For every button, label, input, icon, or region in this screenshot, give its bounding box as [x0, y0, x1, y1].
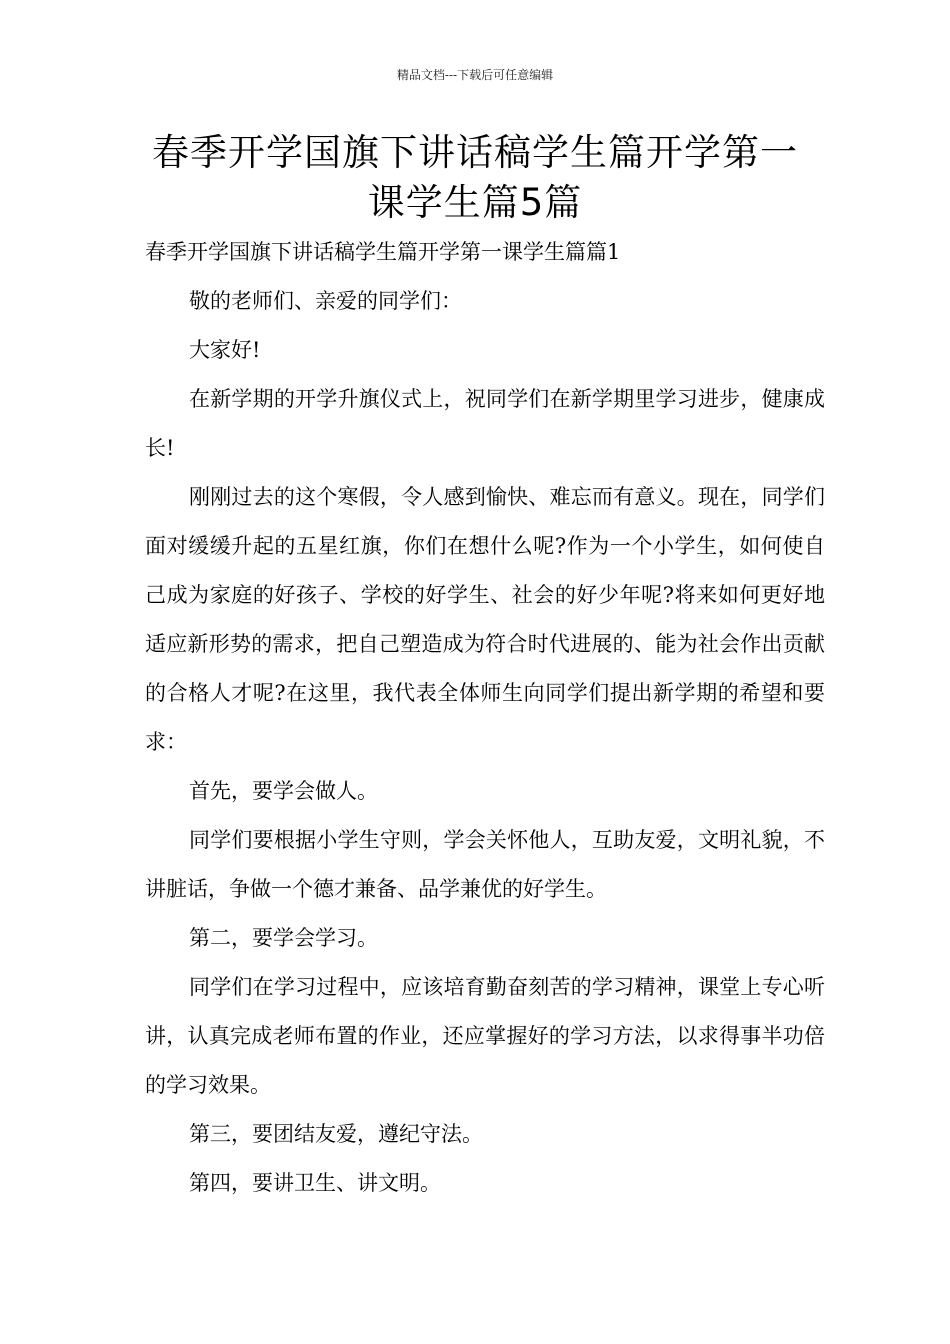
- paragraph-third-point: 第三，要团结友爱，遵纪守法。: [189, 1122, 483, 1146]
- paragraph-second-point: 第二，要学会学习。: [189, 926, 378, 950]
- section-subtitle: 春季开学国旗下讲话稿学生篇开学第一课学生篇篇1: [145, 240, 621, 264]
- paragraph-fourth-point: 第四，要讲卫生、讲文明。: [189, 1171, 441, 1195]
- header-note: 精品文档---下载后可任意编辑: [396, 68, 554, 82]
- paragraph-first-detail: 同学们要根据小学生守则，学会关怀他人，互助友爱，文明礼貌，不讲脏话，争做一个德才兼备、品学兼优的好学生。: [145, 828, 825, 901]
- paragraph-reflection: 刚刚过去的这个寒假，令人感到愉快、难忘而有意义。现在，同学们面对缓缓升起的五星红旗，你们在想什么呢?作为一个小学生，如何使自己成为家庭的好孩子、学校的好学生、社会的好少年呢?将来如何更好地适应新形势的需求，把自己塑造成为符合时代进展的、能为社会作出贡献的合格人才呢?在这里，我代表全体师生向同学们提出新学期的希望和要求：: [145, 485, 825, 754]
- paragraph-first-point: 首先，要学会做人。: [189, 779, 378, 803]
- paragraph-hello: 大家好!: [189, 338, 261, 362]
- document-body: [145, 228, 825, 1208]
- paragraph-second-detail: 同学们在学习过程中，应该培育勤奋刻苦的学习精神，课堂上专心听讲，认真完成老师布置的作业，还应掌握好的学习方法，以求得事半功倍的学习效果。: [145, 975, 825, 1097]
- title-line-2: 课学生篇5篇: [367, 181, 583, 224]
- document-title: [60, 128, 890, 228]
- paragraph-greeting: 敬的老师们、亲爱的同学们：: [189, 289, 462, 313]
- paragraph-wishes: 在新学期的开学升旗仪式上，祝同学们在新学期里学习进步，健康成长!: [145, 387, 825, 460]
- title-line-1: 春季开学国旗下讲话稿学生篇开学第一: [152, 131, 798, 174]
